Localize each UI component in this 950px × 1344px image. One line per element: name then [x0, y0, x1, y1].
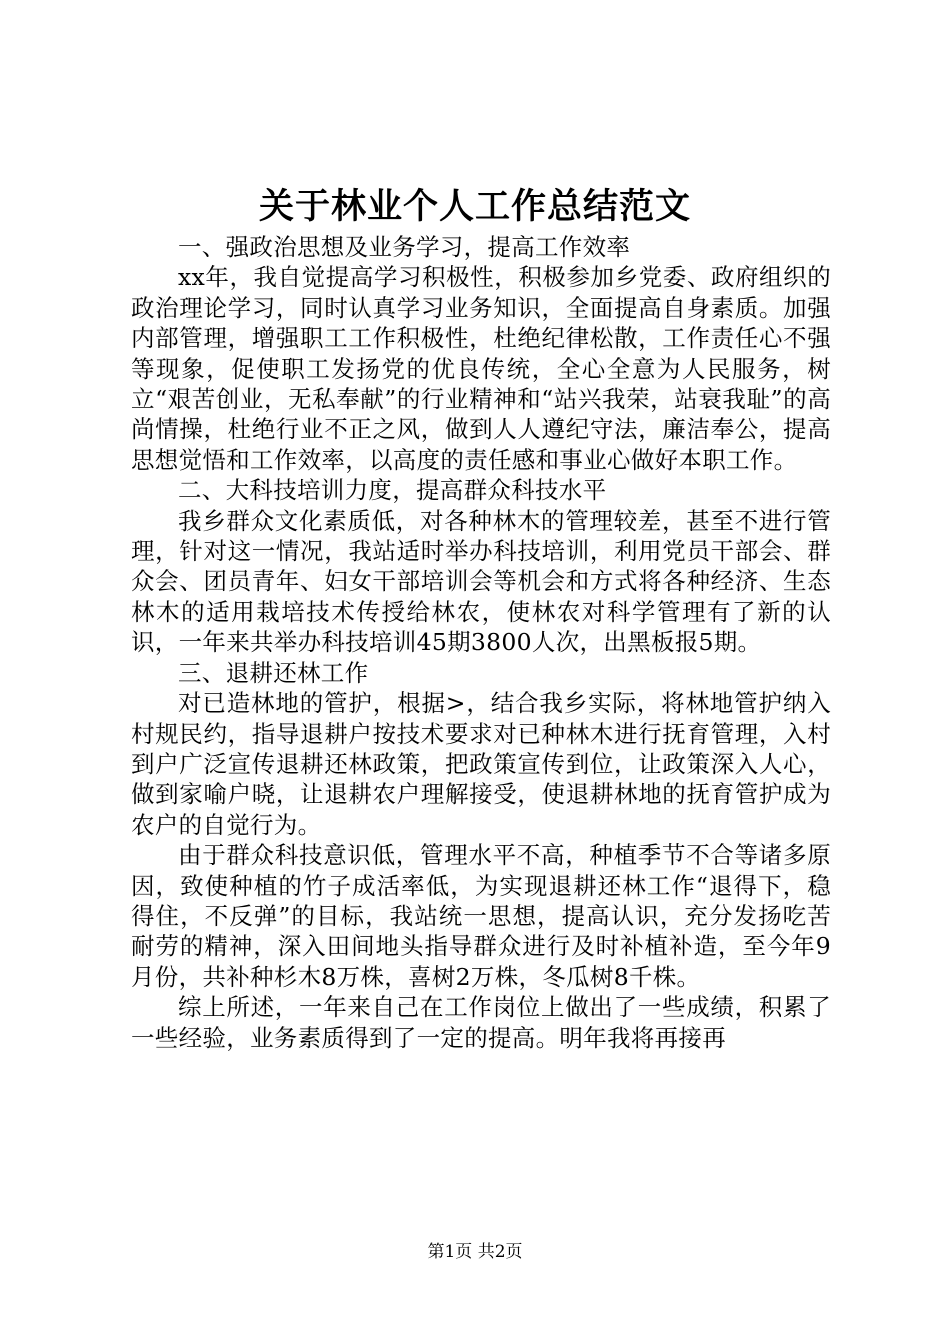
paragraph-4: 由于群众科技意识低，管理水平不高，种植季节不合等诸多原因，致使种植的竹子成活率低，为实现退耕还林工作“退得下，稳得住，不反弹”的目标，我站统一思想，提高认识，充分发扬吃苦耐劳的精神，深入田间地头指导群众进行及时补植补造，至今年9月份，共补种杉木8万株，喜树2万株，冬瓜树8千株。	[131, 841, 831, 991]
section-heading-1: 一、强政治思想及业务学习，提高工作效率	[178, 233, 631, 261]
page-number-footer: 第1页 共2页	[427, 1242, 523, 1262]
paragraph-5: 综上所述，一年来自己在工作岗位上做出了一些成绩，积累了一些经验，业务素质得到了一定的提高。明年我将再接再	[131, 993, 831, 1052]
paragraph-3: 对已造林地的管护，根据>，结合我乡实际，将林地管护纳入村规民约，指导退耕户按技术要求对已种林木进行抚育管理，入村到户广泛宣传退耕还林政策，把政策宣传到位，让政策深入人心，做到家喻户晓，让退耕农户理解接受，使退耕林地的抚育管护成为农户的自觉行为。	[131, 689, 831, 839]
document-title: 关于林业个人工作总结范文	[258, 186, 691, 227]
document-body	[131, 232, 831, 1053]
paragraph-2: 我乡群众文化素质低，对各种林木的管理较差，甚至不进行管理，针对这一情况，我站适时举办科技培训，利用党员干部会、群众会、团员青年、妇女干部培训会等机会和方式将各种经济、生态林木的适用栽培技术传授给林农，使林农对科学管理有了新的认识，一年来共举办科技培训45期3800人次，出黑板报5期。	[131, 506, 831, 657]
paragraph-1: xx年，我自觉提高学习积极性，积极参加乡党委、政府组织的政治理论学习，同时认真学习业务知识，全面提高自身素质。加强内部管理，增强职工工作积极性，杜绝纪律松散，工作责任心不强等现象，促使职工发扬党的优良传统，全心全意为人民服务，树立“艰苦创业，无私奉献”的行业精神和“站兴我荣，站衰我耻”的高尚情操，杜绝行业不正之风，做到人人遵纪守法，廉洁奉公，提高思想觉悟和工作效率，以高度的责任感和事业心做好本职工作。	[131, 263, 831, 474]
section-heading-3: 三、退耕还林工作	[178, 658, 369, 687]
section-heading-2: 二、大科技培训力度，提高群众科技水平	[178, 476, 607, 505]
